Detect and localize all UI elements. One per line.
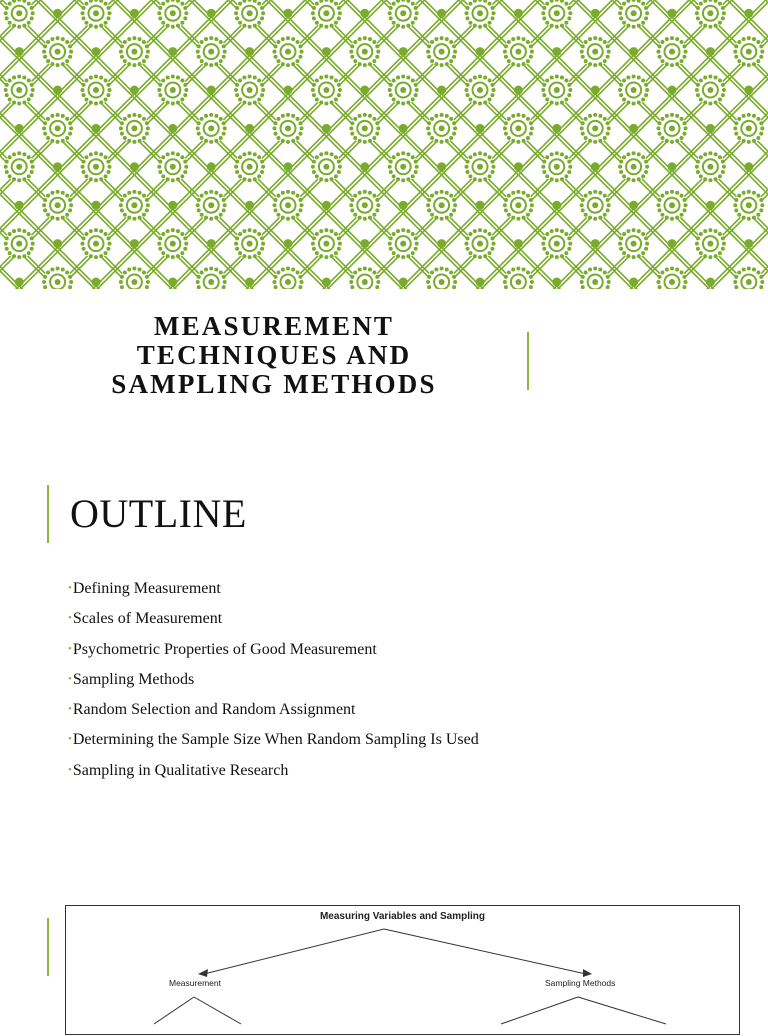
- bullet-icon: •: [68, 612, 72, 625]
- list-item: [68, 729, 479, 759]
- diagram-connectors: [66, 906, 741, 1036]
- list-item-text: Determining the Sample Size When Random Sampling Is Used: [72, 731, 479, 749]
- list-item-text: Random Selection and Random Assignment: [72, 701, 356, 719]
- list-item-text: Sampling Methods: [72, 670, 195, 688]
- connector-right-child-a: [501, 997, 578, 1024]
- polka-tile-pattern: [0, 0, 768, 289]
- concept-diagram: [65, 905, 740, 1035]
- connector-left-child-b: [194, 997, 241, 1024]
- node-measurement: Measurement: [169, 978, 221, 988]
- list-item: [68, 639, 479, 669]
- list-item-text: Psychometric Properties of Good Measurement: [72, 640, 377, 658]
- bullet-icon: •: [68, 582, 72, 594]
- bullet-icon: •: [68, 672, 72, 685]
- outline-heading: OUTLINE: [70, 491, 247, 536]
- list-item: [68, 699, 479, 729]
- list-item: [68, 578, 479, 608]
- connector-left-child-a: [154, 997, 194, 1024]
- list-item-text: Defining Measurement: [72, 580, 221, 597]
- diagram-accent-bar: [47, 918, 49, 976]
- bullet-icon: •: [68, 642, 72, 655]
- node-sampling-methods: Sampling Methods: [545, 978, 616, 988]
- decorative-pattern-banner: [0, 0, 768, 289]
- list-item-text: Sampling in Qualitative Research: [72, 761, 289, 779]
- slide-title: [60, 312, 488, 399]
- title-line-2: TECHNIQUES AND: [136, 340, 412, 370]
- outline-accent-bar: [47, 485, 49, 543]
- connector-right: [384, 929, 586, 974]
- bullet-icon: •: [68, 733, 72, 746]
- title-accent-bar: [527, 332, 529, 390]
- bullet-icon: •: [68, 763, 72, 776]
- list-item-text: Scales of Measurement: [72, 610, 223, 628]
- title-line-3: SAMPLING METHODS: [111, 369, 437, 399]
- list-item: [68, 760, 479, 790]
- list-item: [68, 608, 479, 638]
- arrowhead-left-icon: [198, 969, 208, 977]
- diagram-title: Measuring Variables and Sampling: [319, 911, 486, 922]
- list-item: [68, 669, 479, 699]
- outline-list: [68, 578, 479, 790]
- bullet-icon: •: [68, 703, 72, 716]
- connector-right-child-b: [578, 997, 666, 1024]
- connector-left: [204, 929, 384, 974]
- arrowhead-right-icon: [583, 969, 592, 977]
- title-line-1: MEASUREMENT: [153, 311, 395, 341]
